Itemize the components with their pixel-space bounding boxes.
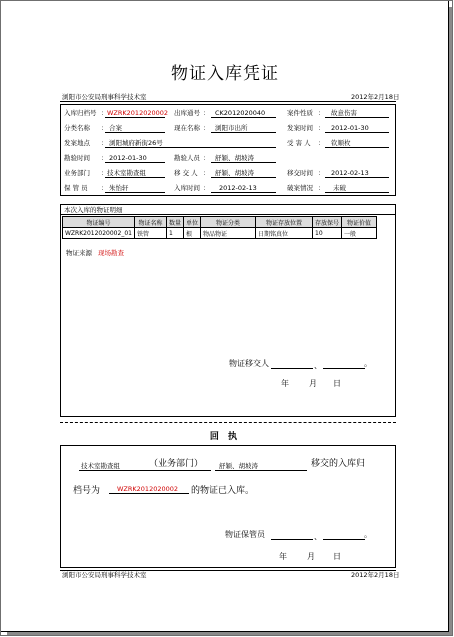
value-keeper: 朱怡轩 — [109, 184, 129, 192]
cut-line — [60, 422, 396, 423]
label-in-time: 入库时间 — [174, 184, 200, 192]
items-table — [62, 216, 377, 239]
col-header: 物证存放位置 — [256, 217, 313, 228]
page-shadow-right — [449, 7, 453, 636]
cell: 物品物证 — [201, 228, 256, 239]
receipt-archive-no: WZRK2012020002 — [117, 485, 179, 493]
keeper-sign-line-1 — [271, 539, 313, 540]
receipt-text-1: 移交的入库归 — [311, 459, 366, 469]
label-case-time: 发案时间 — [287, 124, 313, 132]
value-out-no: CK2012020040 — [215, 109, 266, 117]
cell: 10 — [313, 228, 342, 239]
col-header: 物证编号 — [63, 217, 135, 228]
value-case-nature: 故意伤害 — [331, 109, 357, 117]
keeper-label: 物证保管员 — [225, 530, 265, 539]
header-date: 2012年2月18日 — [351, 93, 400, 101]
label-department: 业务部门 — [64, 169, 90, 177]
handover-sign-line-2 — [323, 368, 365, 369]
col-header: 物证分类 — [201, 217, 256, 228]
source-label: 物证来源 — [66, 249, 92, 257]
label-archive-no: 入库归档号 — [64, 109, 97, 117]
label-victim: 受 害 人 — [287, 139, 311, 147]
receipt-dept-label: （业务部门） — [149, 459, 204, 469]
receipt-text-2: 档号为 — [73, 486, 101, 496]
label-current-name: 现在名称 — [174, 124, 200, 132]
cell: 根 — [183, 228, 200, 239]
label-case-status: 破案情况 — [287, 184, 313, 192]
cell: 一般 — [342, 228, 377, 239]
receipt-title: 回 执 — [209, 432, 241, 442]
header-org: 浏阳市公安局刑事科学技术室 — [62, 93, 147, 101]
value-category: 合案 — [109, 124, 122, 132]
keeper-sign-line-2 — [323, 539, 365, 540]
value-current-name: 浏阳市出所 — [215, 124, 248, 132]
col-header: 存放保号 — [313, 217, 342, 228]
cell: 1 — [166, 228, 183, 239]
handover-sign-line-1 — [271, 368, 313, 369]
receipt-date-year: 年 — [279, 552, 287, 561]
handover-label: 物证移交人 — [229, 359, 269, 368]
footer-date: 2012年2月18日 — [351, 571, 400, 579]
value-case-place: 浏阳城府新街26号 — [109, 139, 163, 147]
cell: WZRK2012020002_01 — [63, 228, 135, 239]
value-survey-time: 2012-01-30 — [109, 154, 147, 162]
document-title: 物证入库凭证 — [171, 64, 279, 84]
source-value: 现场勘查 — [98, 249, 124, 257]
receipt-date-day: 日 — [333, 552, 341, 561]
col-header: 数量 — [166, 217, 183, 228]
cell: 铁管 — [134, 228, 166, 239]
header-rule — [60, 101, 396, 102]
value-handover-time: 2012-02-13 — [331, 169, 369, 177]
label-case-place: 发案地点 — [64, 139, 90, 147]
sheet: 物证入库凭证 浏阳市公安局刑事科学技术室 2012年2月18日 入库归档号 ： WZRK2012020002 出库通号 ： CK2012020040 案件性质 ： 故意伤害 分类名称 ： 合案 现在名称 ： 浏阳市出所 发案时间 ： 2012-01-30 发案地点 ： 浏阳城府新街26号 受 害 人 ： 钦顺枚 勘验时间 ： 2012-01-30 勘验人员 ： 舒颖、胡坡涛 业务部门 ： 技术室勘查组 移 交 人 ： 舒颖、胡坡涛 移交时间 ： 2012-02-13 保 管 员 ： 朱怡轩 入库时间 ： 2012-02-13 破案情况 ： 未破 本次入库的物证明细 物证编号 物证名称 数量 单位 物证分类 物证存放位置 存放保号 物证价值 WZRK2012020002_01 铁管 1 根 物品物证 日期铭真位 10 一般 物证来源 现场勘查 物证移交人 、 。 年 月 日 回 执 技术室勘查组 （业务部门） 舒颖、胡坡涛 移交的入库归 档号为 WZRK2012020002 的物证已入库。 物证保管员 、 。 年 月 日 浏阳市公安局刑事科学技术室 2012年2月18日 — [1, 1, 449, 632]
value-archive-no: WZRK2012020002 — [107, 109, 169, 117]
label-handover-person: 移 交 人 — [174, 169, 198, 177]
date-day: 日 — [333, 379, 341, 388]
value-in-time: 2012-02-13 — [219, 184, 257, 192]
table-row — [63, 228, 377, 239]
date-year: 年 — [281, 379, 289, 388]
label-handover-time: 移交时间 — [287, 169, 313, 177]
col-header: 物证名称 — [134, 217, 166, 228]
receipt-group: 技术室勘查组 — [81, 462, 120, 470]
label-surveyors: 勘验人员 — [174, 154, 200, 162]
label-category: 分类名称 — [64, 124, 90, 132]
label-keeper: 保 管 员 — [64, 184, 88, 192]
value-case-status: 未破 — [333, 184, 346, 192]
label-survey-time: 勘验时间 — [64, 154, 90, 162]
label-case-nature: 案件性质 — [287, 109, 313, 117]
page-shadow-bottom — [7, 632, 453, 636]
value-handover-person: 舒颖、胡坡涛 — [215, 169, 254, 177]
value-surveyors: 舒颖、胡坡涛 — [215, 154, 254, 162]
footer-org: 浏阳市公安局刑事科学技术室 — [62, 571, 147, 579]
value-department: 技术室勘查组 — [107, 169, 146, 177]
items-section-label: 本次入库的物证明细 — [64, 206, 123, 214]
receipt-text-3: 的物证已入库。 — [191, 486, 255, 496]
cell: 日期铭真位 — [256, 228, 313, 239]
value-victim: 钦顺枚 — [331, 139, 351, 147]
label-out-no: 出库通号 — [174, 109, 200, 117]
date-month: 月 — [309, 379, 317, 388]
col-header: 物证价值 — [342, 217, 377, 228]
receipt-date-month: 月 — [307, 552, 315, 561]
receipt-persons: 舒颖、胡坡涛 — [219, 462, 258, 470]
value-case-time: 2012-01-30 — [331, 124, 369, 132]
col-header: 单位 — [183, 217, 200, 228]
